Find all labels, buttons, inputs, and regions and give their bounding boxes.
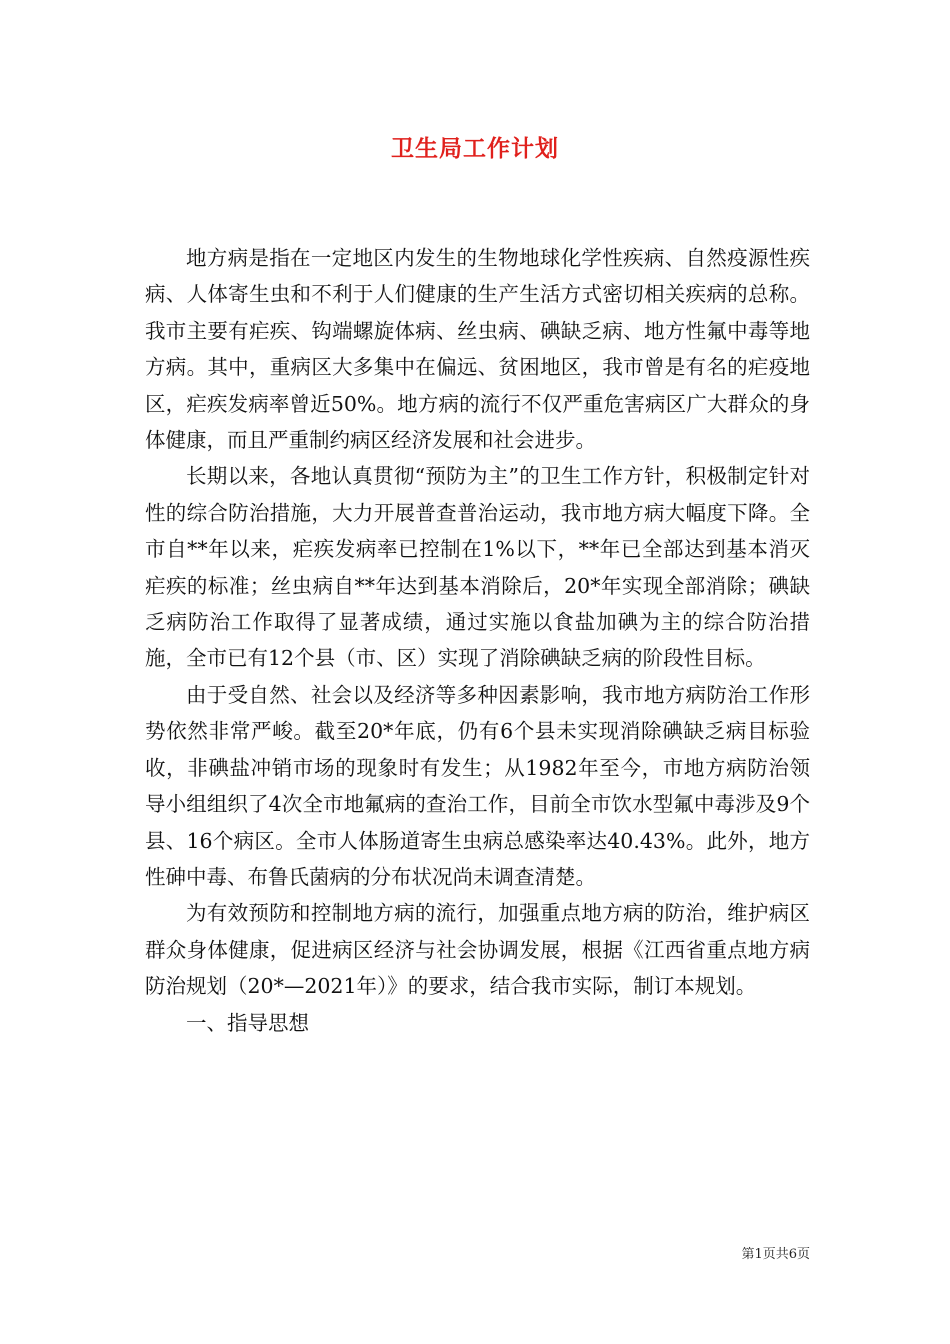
document-body [145,240,810,1041]
page-number-indicator: 第1页共6页 [741,1247,810,1262]
paragraph-2: 长期以来，各地认真贯彻“预防为主”的卫生工作方针，积极制定针对性的综合防治措施，大力开展普查普治运动，我市地方病大幅度下降。全市自**年以来，疟疾发病率已控制在1%以下，**年已全部达到基本消灭疟疾的标准；丝虫病自**年达到基本消除后，20*年实现全部消除；碘缺乏病防治工作取得了显著成绩，通过实施以食盐加碘为主的综合防治措施，全市已有12个县（市、区）实现了消除碘缺乏病的阶段性目标。 [145,464,810,671]
paragraph-1: 地方病是指在一定地区内发生的生物地球化学性疾病、自然疫源性疾病、人体寄生虫和不利于人们健康的生产生活方式密切相关疾病的总称。我市主要有疟疾、钩端螺旋体病、丝虫病、碘缺乏病、地方性氟中毒等地方病。其中，重病区大多集中在偏远、贫困地区，我市曾是有名的疟疫地区，疟疾发病率曾近50%。地方病的流行不仅严重危害病区广大群众的身体健康，而且严重制约病区经济发展和社会进步。 [145,246,810,453]
document-title: 卫生局工作计划 [391,135,559,162]
paragraph-3: 由于受自然、社会以及经济等多种因素影响，我市地方病防治工作形势依然非常严峻。截至20*年底，仍有6个县未实现消除碘缺乏病目标验收，非碘盐冲销市场的现象时有发生；从1982年至今，市地方病防治领导小组组织了4次全市地氟病的查治工作，目前全市饮水型氟中毒涉及9个县、16个病区。全市人体肠道寄生虫病总感染率达40.43%。此外，地方性砷中毒、布鲁氏菌病的分布状况尚未调查清楚。 [145,682,810,889]
section-heading-guiding-thought: 一、指导思想 [186,1010,309,1035]
paragraph-4: 为有效预防和控制地方病的流行，加强重点地方病的防治，维护病区群众身体健康，促进病区经济与社会协调发展，根据《江西省重点地方病防治规划（20*—2021年）》的要求，结合我市实际，制订本规划。 [145,901,810,999]
